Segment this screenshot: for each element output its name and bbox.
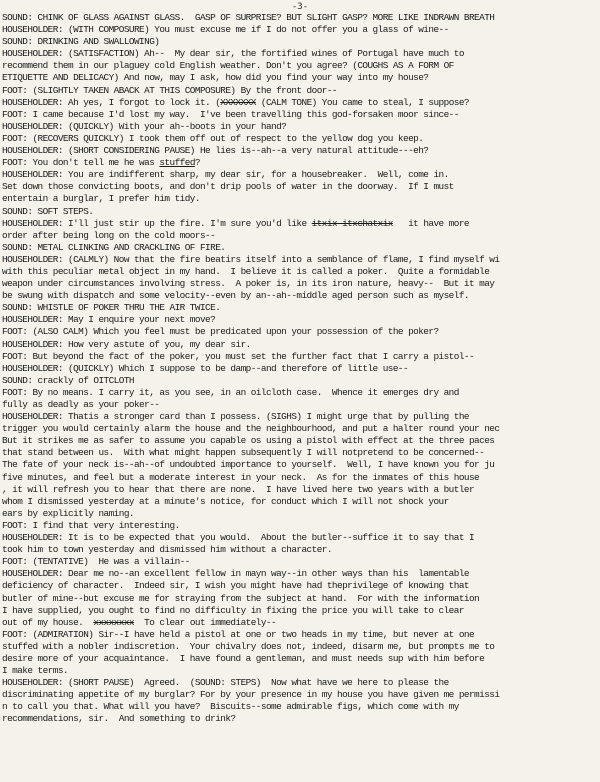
line-text: I make terms. <box>2 665 68 677</box>
script-line <box>2 472 600 484</box>
script-line <box>2 157 600 169</box>
line-text: HOUSEHOLDER: (QUICKLY) Which I suppose to be damp--and therefore of little use-- <box>2 362 409 374</box>
line-text: HOUSEHOLDER: (SATISFACTION) Ah-- My dear sir, the fortified wines of Portugal have much to <box>2 48 464 60</box>
line-text: HOUSEHOLDER: May I enquire your next move? <box>2 314 216 326</box>
script-line <box>2 290 600 302</box>
script-line <box>2 411 600 423</box>
script-body <box>2 12 600 726</box>
script-line <box>2 193 600 205</box>
page-number: -3- <box>291 2 309 12</box>
script-line <box>2 314 600 326</box>
script-line <box>2 508 600 520</box>
line-text: that stand between us. With what might happen subsequently I will notpretend to be concerned-- <box>2 447 485 459</box>
line-text: Set down those convicting boots, and don't drip pools of water in the doorway. If I must <box>2 181 454 193</box>
script-line <box>2 121 600 133</box>
script-line <box>2 85 600 97</box>
line-text: deficiency of character. Indeed sir, I wish you might have had theprivilege of knowing that <box>2 580 469 592</box>
line-text: butler of mine--but excuse me for straying from the subject at hand. For with the information <box>2 592 480 604</box>
line-text: weapon under circumstances involving stress. A poker is, in its iron nature, heavy-- But it may <box>2 278 495 290</box>
script-line <box>2 206 600 218</box>
script-line <box>2 48 600 60</box>
line-text: ears by explicitly naming. <box>2 507 134 519</box>
script-line <box>2 363 600 375</box>
script-line <box>2 242 600 254</box>
line-text: HOUSEHOLDER: I'll just stir up the fire. I'm sure you'd like <box>2 217 312 229</box>
script-line <box>2 302 600 314</box>
line-text: HOUSEHOLDER: (WITH COMPOSURE) You must excuse me if I do not offer you a glass of wine-- <box>2 24 449 36</box>
line-text: desire more of your acquaintance. I have found a gentleman, and must needs sup with him before <box>2 652 485 664</box>
script-line <box>2 677 600 689</box>
line-text: SOUND: DRINKING AND SWALLOWING) <box>2 36 160 48</box>
line-text: n to call you that. What will you have? Biscuits--some admirable figs, which come with my <box>2 701 459 713</box>
script-line <box>2 484 600 496</box>
script-line <box>2 230 600 242</box>
line-text: HOUSEHOLDER: You are indifferent sharp, my dear sir, for a housebreaker. Well, come in. <box>2 169 449 181</box>
script-line <box>2 617 600 629</box>
line-text: The fate of your neck is--ah--of undoubted importance to yourself. Well, I have known you for ju <box>2 459 495 471</box>
line-text: , it will refresh you to hear that there are none. I have lived here two years with a butler <box>2 483 475 495</box>
script-line <box>2 326 600 338</box>
script-line <box>2 97 600 109</box>
script-line <box>2 568 600 580</box>
line-text: stuffed with a nobler indiscretion. Your chivalry does not, indeed, disarm me, but prompts me to <box>2 640 495 652</box>
line-text: FOOT: But beyond the fact of the poker, you must set the further fact that I carry a pistol-- <box>2 350 475 362</box>
line-text: ? <box>194 157 200 169</box>
script-line <box>2 653 600 665</box>
script-line <box>2 459 600 471</box>
line-text: HOUSEHOLDER: Ah yes, I forgot to lock it. ( <box>2 96 221 108</box>
script-line <box>2 218 600 230</box>
line-text: HOUSEHOLDER: Thatis a stronger card than I possess. (SIGHS) I might urge that by pulling the <box>2 411 469 423</box>
line-text: entertain a burglar, I prefer him tidy. <box>2 193 200 205</box>
line-text: whom I dismissed yesterday at a minute's notice, for conduct which I will not shock your <box>2 495 449 507</box>
struck-out-text: XXXXXXX <box>220 96 256 108</box>
line-text: fully as deadly as your poker-- <box>2 399 160 410</box>
script-line <box>2 60 600 72</box>
script-line <box>2 24 600 36</box>
line-text: FOOT: I find that very interesting. <box>2 519 180 531</box>
line-text: SOUND: CHINK OF GLASS AGAINST GLASS. GASP OF SURPRISE? BUT SLIGHT GASP? MORE LIKE INDRAWN BREATH <box>2 12 495 23</box>
line-text: FOOT: You don't tell me he was <box>2 157 160 169</box>
line-text: SOUND: crackly of OITCLOTH <box>2 374 134 386</box>
line-text: To clear out immediately-- <box>133 616 277 628</box>
struck-out-text: itxix itxchatxix <box>311 217 393 229</box>
script-line <box>2 169 600 181</box>
line-text: HOUSEHOLDER: (SHORT CONSIDERING PAUSE) He lies is--ah--a very natural attitude---eh? <box>2 145 429 157</box>
line-text: FOOT: (RECOVERS QUICKLY) I took them off out of respect to the yellow dog you keep. <box>2 132 424 144</box>
script-line <box>2 423 600 435</box>
line-text: (CALM TONE) You came to steal, I suppose? <box>255 96 470 108</box>
line-text: HOUSEHOLDER: Dear me no--an excellent fellow in mayn way--in other ways than his lamentable <box>2 568 469 580</box>
script-line <box>2 435 600 447</box>
line-text: SOUND: WHISTLE OF POKER THRU THE AIR TWICE. <box>2 302 221 314</box>
script-line <box>2 133 600 145</box>
line-text: HOUSEHOLDER: (QUICKLY) With your ah--boots in your hand? <box>2 120 287 132</box>
line-text: with this peculiar metal object in my hand. I believe it is called a poker. Quite a formidable <box>2 265 490 277</box>
script-line <box>2 145 600 157</box>
script-line <box>2 387 600 399</box>
line-text: I have supplied, you ought to find no difficulty in fixing the price you will take to clear <box>2 604 464 616</box>
script-line <box>2 496 600 508</box>
line-text: it have more <box>392 217 469 229</box>
script-line <box>2 593 600 605</box>
script-line <box>2 399 600 411</box>
line-text: FOOT: (ADMIRATION) Sir--I have held a pistol at one or two heads in my time, but never at one <box>2 628 475 640</box>
script-line <box>2 36 600 48</box>
script-line <box>2 689 600 701</box>
line-text: ETIQUETTE AND DELICACY) And now, may I ask, how did you find your way into my house? <box>2 72 429 84</box>
script-line <box>2 544 600 556</box>
script-line <box>2 556 600 568</box>
script-line <box>2 701 600 713</box>
line-text: FOOT: (SLIGHTLY TAKEN ABACK AT THIS COMPOSURE) By the front door-- <box>2 84 338 96</box>
line-text: trigger you would certainly alarm the house and the neighbourhood, and put a halter round your nec <box>2 423 500 435</box>
line-text: out of my house. <box>2 616 94 628</box>
line-text: be swung with dispatch and some velocity--even by an--ah--middle aged person such as myself. <box>2 290 469 302</box>
line-text: five minutes, and feel but a moderate interest in your neck. As for the inmates of this house <box>2 471 480 483</box>
line-text: HOUSEHOLDER: How very astute of you, my dear sir. <box>2 338 251 350</box>
script-line <box>2 713 600 725</box>
line-text: HOUSEHOLDER: (SHORT PAUSE) Agreed. (SOUND: STEPS) Now what have we here to please the <box>2 677 449 689</box>
script-line <box>2 665 600 677</box>
line-text: SOUND: SOFT STEPS. <box>2 205 94 217</box>
line-text: took him to town yesterday and dismissed him without a character. <box>2 544 332 556</box>
script-line <box>2 12 600 24</box>
script-line <box>2 109 600 121</box>
line-text: But it strikes me as safer to assume you capable os using a pistol with effect at the three paces <box>2 435 495 447</box>
script-line <box>2 641 600 653</box>
script-line <box>2 375 600 387</box>
line-text: FOOT: (ALSO CALM) Which you feel must be predicated upon your possession of the poker? <box>2 326 439 338</box>
line-text: SOUND: METAL CLINKING AND CRACKLING OF FIRE. <box>2 241 226 253</box>
underlined-text: stuffed <box>159 157 195 169</box>
line-text: order after being long on the cold moors-- <box>2 229 216 241</box>
script-line <box>2 629 600 641</box>
line-text: recommendations, sir. And something to drink? <box>2 713 236 725</box>
script-line <box>2 72 600 84</box>
line-text: recommend them in our plaguey cold English weather. Don't you agree? (COUGHS AS A FORM OF <box>2 60 454 72</box>
script-line <box>2 447 600 459</box>
script-line <box>2 580 600 592</box>
line-text: HOUSEHOLDER: (CALMLY) Now that the fire beatirs itself into a semblance of flame, I find myself wi <box>2 253 500 265</box>
line-text: discriminating appetite of my burglar? For by your presence in my house you have given me permissi <box>2 689 500 701</box>
line-text: HOUSEHOLDER: It is to be expected that you would. About the butler--suffice it to say that I <box>2 532 475 544</box>
struck-out-text: xxxxxxxx <box>93 616 134 628</box>
script-line <box>2 278 600 290</box>
script-line <box>2 520 600 532</box>
script-line <box>2 254 600 266</box>
script-line <box>2 339 600 351</box>
script-line <box>2 181 600 193</box>
line-text: FOOT: (TENTATIVE) He was a villain-- <box>2 556 190 568</box>
script-line <box>2 532 600 544</box>
script-line <box>2 351 600 363</box>
script-line <box>2 266 600 278</box>
line-text: FOOT: I came because I'd lost my way. I've been travelling this god-forsaken moor since-- <box>2 108 459 120</box>
line-text: FOOT: By no means. I carry it, as you see, in an oilcloth case. Whence it emerges dry and <box>2 386 459 398</box>
script-line <box>2 605 600 617</box>
